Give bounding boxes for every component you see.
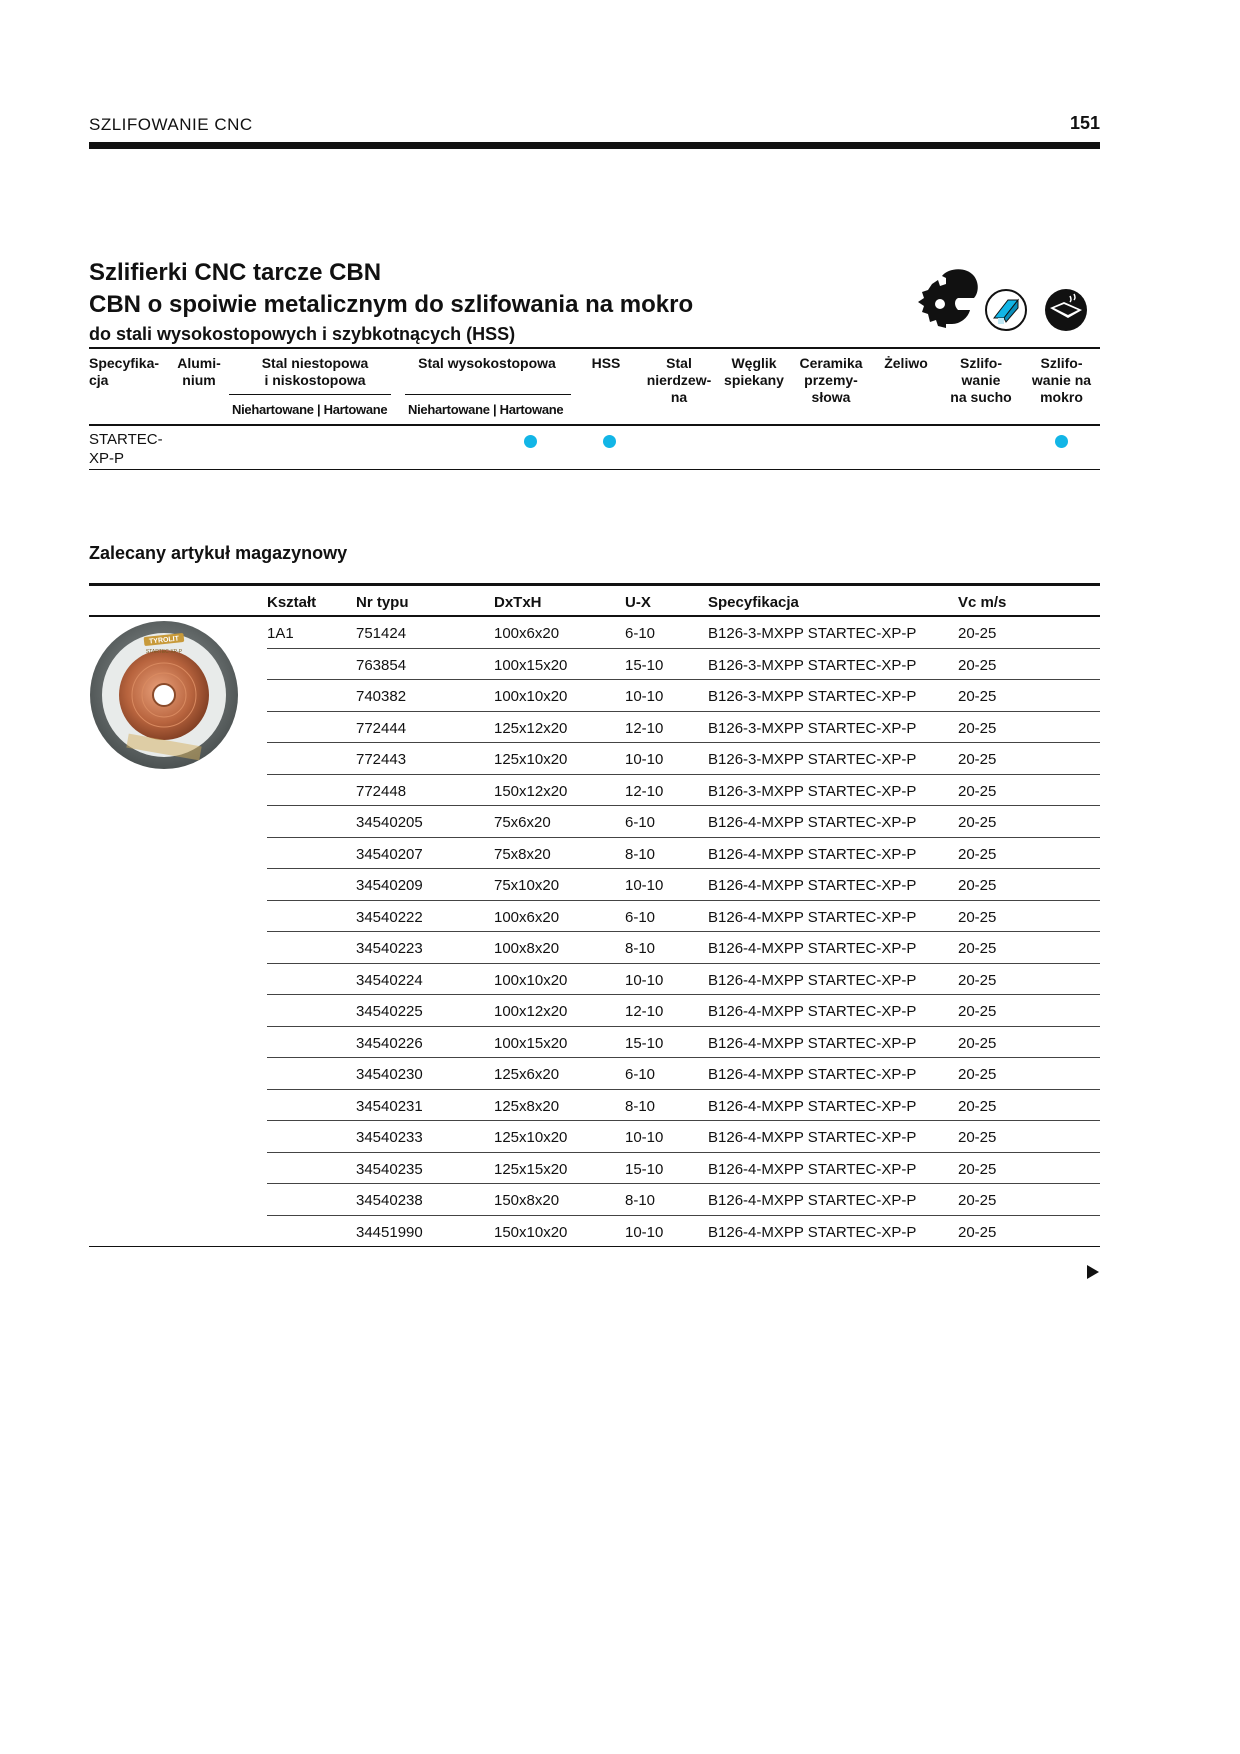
cell-specification: B126-4-MXPP STARTEC-XP-P [708, 1160, 917, 1178]
cell-vc: 20-25 [958, 1003, 997, 1020]
col-dry: Szlifo- wanie na sucho [950, 355, 1012, 405]
cell-ux: 10-10 [625, 751, 664, 768]
cell-ux: 10-10 [625, 688, 664, 705]
table-row [89, 617, 1100, 649]
cell-specification: B126-3-MXPP STARTEC-XP-P [708, 782, 917, 800]
steel-material-icon [984, 288, 1028, 332]
dot-high-alloy-hardened [524, 435, 537, 448]
stock-header-row [89, 586, 1100, 617]
table-row [89, 806, 1100, 838]
col-carbide: Węglik spiekany [724, 355, 784, 388]
cell-specification: B126-3-MXPP STARTEC-XP-P [708, 719, 917, 737]
cell-vc: 20-25 [958, 625, 997, 642]
cell-type-number: 34540207 [356, 845, 423, 863]
app-table-bottom-rule [89, 469, 1100, 470]
play-arrow-icon[interactable] [1087, 1265, 1099, 1279]
stock-rows [89, 617, 1100, 1247]
app-table-header-rule [89, 424, 1100, 426]
cell-dimensions: 100x8x20 [494, 940, 560, 957]
cell-vc: 20-25 [958, 1034, 997, 1052]
cell-dimensions: 125x15x20 [494, 1160, 568, 1178]
cell-ux: 15-10 [625, 656, 664, 674]
cell-ux: 10-10 [625, 877, 664, 894]
cell-ux: 6-10 [625, 1066, 656, 1083]
cell-specification: B126-4-MXPP STARTEC-XP-P [708, 1223, 917, 1241]
cell-vc: 20-25 [958, 814, 997, 831]
cell-specification: B126-4-MXPP STARTEC-XP-P [708, 1034, 917, 1052]
cell-dimensions: 100x10x20 [494, 971, 568, 989]
cell-specification: B126-3-MXPP STARTEC-XP-P [708, 625, 917, 642]
cell-ux: 12-10 [625, 719, 664, 737]
cell-specification: B126-4-MXPP STARTEC-XP-P [708, 814, 917, 831]
col-high-alloy: Stal wysokostopowa [418, 355, 556, 371]
product-titles [89, 257, 909, 347]
cell-specification: B126-4-MXPP STARTEC-XP-P [708, 971, 917, 989]
cell-type-number: 772443 [356, 751, 407, 768]
table-row [89, 1058, 1100, 1090]
cell-specification: B126-4-MXPP STARTEC-XP-P [708, 1097, 917, 1115]
low-alloy-divider [229, 394, 391, 395]
col-wet: Szlifo- wanie na mokro [1031, 355, 1092, 405]
title-line-2: CBN o spoiwie metalicznym do szlifowania na mokro [89, 291, 694, 318]
cell-ux: 6-10 [625, 625, 656, 642]
cell-dimensions: 75x6x20 [494, 814, 551, 831]
header-vc: Vc m/s [958, 594, 1007, 611]
wheel-logo: TYROLIT [148, 635, 180, 646]
cell-vc: 20-25 [958, 1097, 997, 1115]
cell-dimensions: 150x10x20 [494, 1223, 568, 1241]
cell-dimensions: 100x15x20 [494, 1034, 568, 1052]
cell-ux: 8-10 [625, 1097, 656, 1115]
cell-specification: B126-4-MXPP STARTEC-XP-P [708, 1066, 917, 1083]
col-ceramics: Ceramika przemy- słowa [799, 355, 863, 405]
col-cast-iron: Żeliwo [884, 355, 928, 371]
cell-specification: B126-4-MXPP STARTEC-XP-P [708, 1192, 917, 1209]
cell-ux: 10-10 [625, 1223, 664, 1241]
cell-vc: 20-25 [958, 845, 997, 863]
page-header [89, 111, 1100, 151]
cell-type-number: 34540238 [356, 1192, 423, 1209]
cell-type-number: 751424 [356, 625, 407, 642]
header-dimensions: DxTxH [494, 594, 542, 611]
cell-type-number: 740382 [356, 688, 407, 705]
cell-dimensions: 100x6x20 [494, 625, 560, 642]
cell-vc: 20-25 [958, 751, 997, 768]
cell-type-number: 34540224 [356, 971, 423, 989]
header-specification: Specyfikacja [708, 594, 799, 611]
cell-ux: 10-10 [625, 1129, 664, 1146]
col-spec: Specyfika- cja [89, 355, 160, 388]
cell-dimensions: 150x8x20 [494, 1192, 560, 1209]
cell-ux: 15-10 [625, 1034, 664, 1052]
cell-ux: 6-10 [625, 908, 656, 926]
wheel-label: STARTEC-XP-P [145, 649, 183, 655]
cell-ux: 12-10 [625, 1003, 664, 1020]
table-row [89, 1090, 1100, 1122]
header-rule [89, 142, 1100, 149]
cell-dimensions: 125x8x20 [494, 1097, 560, 1115]
table-row [89, 775, 1100, 807]
cell-dimensions: 125x12x20 [494, 719, 568, 737]
col-aluminium: Alumi- nium [177, 355, 221, 388]
cell-type-number: 772448 [356, 782, 407, 800]
cell-type-number: 34540230 [356, 1066, 423, 1083]
table-row [89, 743, 1100, 775]
table-row [89, 649, 1100, 681]
cell-vc: 20-25 [958, 1066, 997, 1083]
table-row [89, 901, 1100, 933]
table-row [89, 1027, 1100, 1059]
cell-vc: 20-25 [958, 1192, 997, 1209]
CBN-wheel-image [89, 620, 239, 770]
cell-specification: B126-4-MXPP STARTEC-XP-P [708, 940, 917, 957]
table-row [89, 712, 1100, 744]
cell-vc: 20-25 [958, 1129, 997, 1146]
cell-ux: 6-10 [625, 814, 656, 831]
table-row [89, 995, 1100, 1027]
table-row [89, 1216, 1100, 1248]
cell-specification: B126-4-MXPP STARTEC-XP-P [708, 1129, 917, 1146]
table-row [89, 964, 1100, 996]
cell-vc: 20-25 [958, 877, 997, 894]
header-shape: Kształt [267, 594, 317, 611]
cell-dimensions: 100x10x20 [494, 688, 568, 705]
cell-specification: B126-3-MXPP STARTEC-XP-P [708, 688, 917, 705]
table-row [89, 680, 1100, 712]
cell-dimensions: 150x12x20 [494, 782, 568, 800]
cell-ux: 8-10 [625, 845, 656, 863]
cell-dimensions: 75x10x20 [494, 877, 560, 894]
cell-dimensions: 125x6x20 [494, 1066, 560, 1083]
cell-type-number: 34540222 [356, 908, 423, 926]
low-alloy-subheader: Niehartowane | Hartowane [232, 402, 388, 417]
section-title: SZLIFOWANIE CNC [89, 115, 253, 134]
cell-vc: 20-25 [958, 719, 997, 737]
cell-vc: 20-25 [958, 656, 997, 674]
table-row [89, 1121, 1100, 1153]
table-row [89, 869, 1100, 901]
wet-grinding-icon [1044, 288, 1088, 332]
row-divider [89, 1246, 1100, 1248]
page-number: 151 [1069, 113, 1100, 133]
cell-type-number: 34540233 [356, 1129, 423, 1146]
cell-type-number: 34540231 [356, 1097, 423, 1115]
cell-vc: 20-25 [958, 688, 997, 705]
cell-dimensions: 100x15x20 [494, 656, 568, 674]
grinding-wheel-safety-icon [918, 266, 980, 336]
table-row [89, 932, 1100, 964]
dot-hss [603, 435, 616, 448]
header-type-number: Nr typu [356, 594, 409, 611]
cell-vc: 20-25 [958, 908, 997, 926]
cell-ux: 8-10 [625, 940, 656, 957]
cell-specification: B126-4-MXPP STARTEC-XP-P [708, 908, 917, 926]
cell-specification: B126-4-MXPP STARTEC-XP-P [708, 845, 917, 863]
cell-ux: 12-10 [625, 782, 664, 800]
col-low-alloy: Stal niestopowa i niskostopowa [261, 355, 369, 388]
cell-dimensions: 100x12x20 [494, 1003, 568, 1020]
table-row [89, 1153, 1100, 1185]
cell-type-number: 34540225 [356, 1003, 423, 1020]
table-row [89, 1184, 1100, 1216]
cell-type-number: 763854 [356, 656, 407, 674]
cell-vc: 20-25 [958, 1160, 997, 1178]
cell-ux: 10-10 [625, 971, 664, 989]
cell-type-number: 772444 [356, 719, 407, 737]
header-ux: U-X [625, 594, 651, 611]
cell-vc: 20-25 [958, 971, 997, 989]
high-alloy-divider [405, 394, 571, 395]
cell-type-number: 34540226 [356, 1034, 423, 1052]
application-table [89, 347, 1100, 471]
cell-specification: B126-4-MXPP STARTEC-XP-P [708, 877, 917, 894]
col-hss: HSS [591, 355, 621, 371]
cell-dimensions: 100x6x20 [494, 908, 560, 926]
cell-specification: B126-4-MXPP STARTEC-XP-P [708, 1003, 917, 1020]
cell-type-number: 34540223 [356, 940, 423, 957]
cell-vc: 20-25 [958, 1223, 997, 1241]
cell-specification: B126-3-MXPP STARTEC-XP-P [708, 656, 917, 674]
table-row [89, 838, 1100, 870]
col-stainless: Stal nierdzew- na [646, 355, 712, 405]
cell-vc: 20-25 [958, 782, 997, 800]
cell-dimensions: 125x10x20 [494, 751, 568, 768]
cell-type-number: 34540235 [356, 1160, 423, 1178]
stock-title: Zalecany artykuł magazynowy [89, 543, 348, 563]
cell-specification: B126-3-MXPP STARTEC-XP-P [708, 751, 917, 768]
dot-wet [1055, 435, 1068, 448]
cell-shape: 1A1 [267, 625, 294, 642]
title-line-1: Szlifierki CNC tarcze CBN [89, 259, 382, 286]
cell-vc: 20-25 [958, 940, 997, 957]
cell-type-number: 34451990 [356, 1223, 423, 1241]
cell-type-number: 34540209 [356, 877, 423, 894]
cell-ux: 8-10 [625, 1192, 656, 1209]
app-row-label: STARTEC- XP-P [89, 431, 163, 467]
title-line-3: do stali wysokostopowych i szybkotnących (HSS) [89, 324, 516, 344]
cell-ux: 15-10 [625, 1160, 664, 1178]
cell-type-number: 34540205 [356, 814, 423, 831]
cell-dimensions: 125x10x20 [494, 1129, 568, 1146]
pictogram-icons [918, 266, 1100, 342]
cell-dimensions: 75x8x20 [494, 845, 551, 863]
app-table-top-rule [89, 347, 1100, 349]
high-alloy-subheader: Niehartowane | Hartowane [408, 402, 564, 417]
